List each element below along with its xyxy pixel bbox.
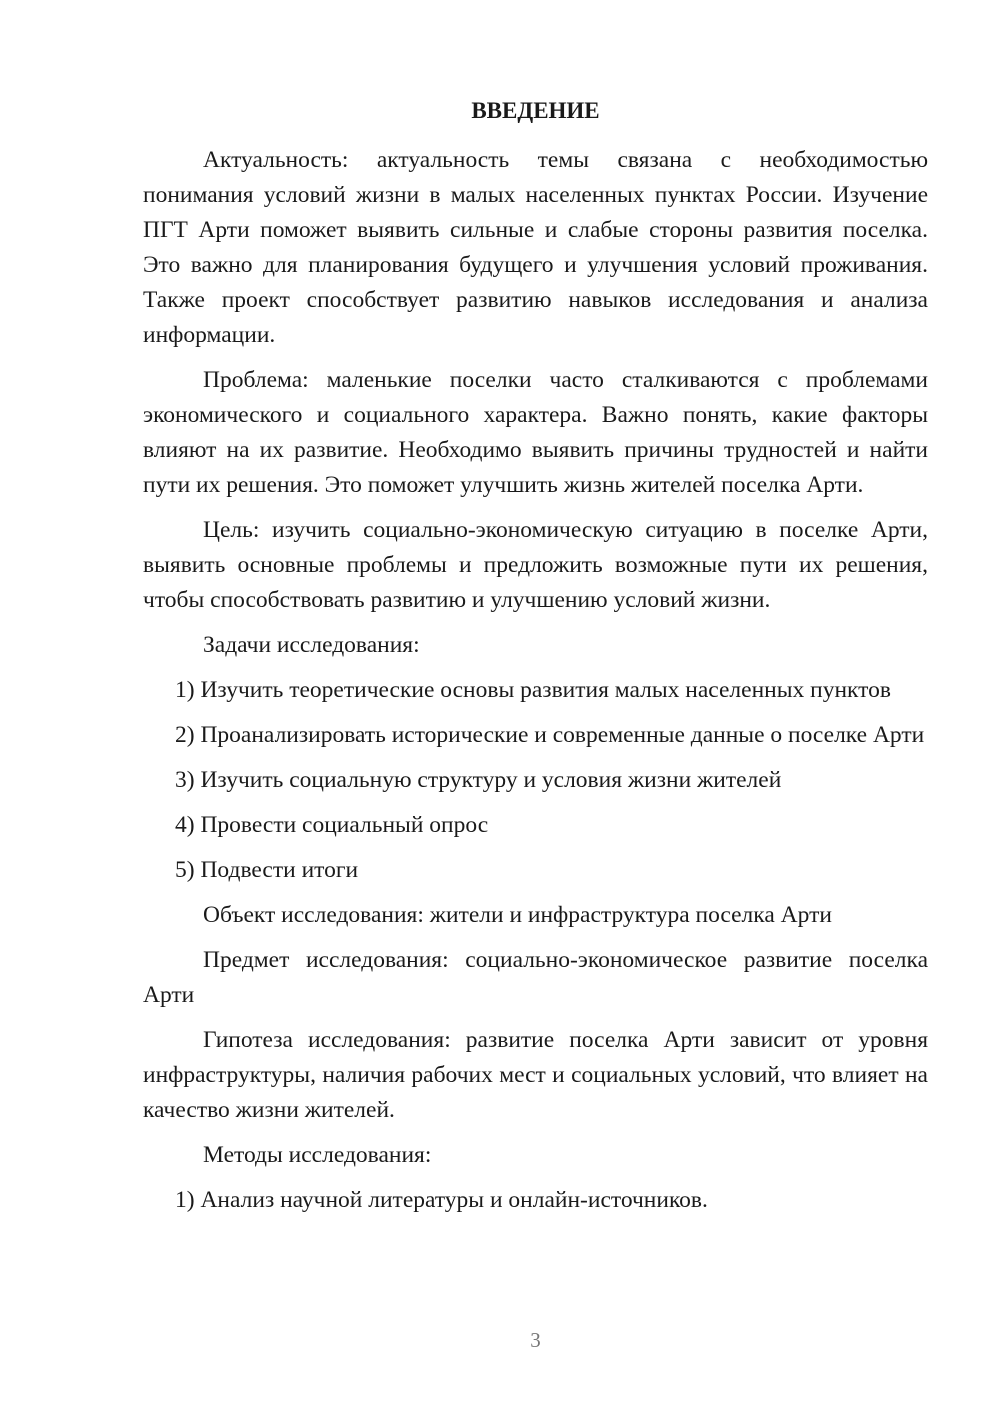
page-title: ВВЕДЕНИЕ (471, 98, 600, 123)
paragraph-relevance: Актуальность: актуальность темы связана с необходимостью понимания условий жизни в малых населенных пунктах России. Изучение ПГТ Арти поможет выявить сильные и слабые стороны развития поселка. Это важно для планирования будущего и улучшения условий проживания. Также проект способствует развитию навыков исследования и анализа информации. (143, 147, 928, 348)
tasks-heading: Задачи исследования: (203, 632, 420, 658)
task-item-5: 5) Подвести итоги (175, 857, 359, 883)
document-page (143, 0, 928, 1414)
method-item-1: 1) Анализ научной литературы и онлайн-источников. (175, 1187, 708, 1213)
paragraph-goal: Цель: изучить социально-экономическую ситуацию в поселке Арти, выявить основные проблемы и предложить возможные пути их решения, чтобы способствовать развитию и улучшению условий жизни. (143, 517, 928, 613)
document-body (143, 143, 928, 1228)
task-item-2: 2) Проанализировать исторические и современные данные о поселке Арти (175, 722, 925, 748)
paragraph-problem: Проблема: маленькие поселки часто сталкиваются с проблемами экономического и социального характера. Важно понять, какие факторы влияют на их развитие. Необходимо выявить причины трудностей и найти пути их решения. Это поможет улучшить жизнь жителей поселка Арти. (143, 367, 928, 498)
paragraph-object: Объект исследования: жители и инфраструктура поселка Арти (203, 902, 832, 928)
paragraph-subject: Предмет исследования: социально-экономическое развитие поселка Арти (143, 947, 928, 1008)
task-item-3: 3) Изучить социальную структуру и условия жизни жителей (175, 767, 782, 793)
methods-heading: Методы исследования: (203, 1142, 432, 1168)
page-number: 3 (530, 1328, 541, 1352)
task-item-1: 1) Изучить теоретические основы развития малых населенных пунктов (175, 677, 891, 703)
paragraph-hypothesis: Гипотеза исследования: развитие поселка Арти зависит от уровня инфраструктуры, наличия рабочих мест и социальных условий, что влияет на качество жизни жителей. (143, 1027, 928, 1123)
task-item-4: 4) Провести социальный опрос (175, 812, 489, 838)
